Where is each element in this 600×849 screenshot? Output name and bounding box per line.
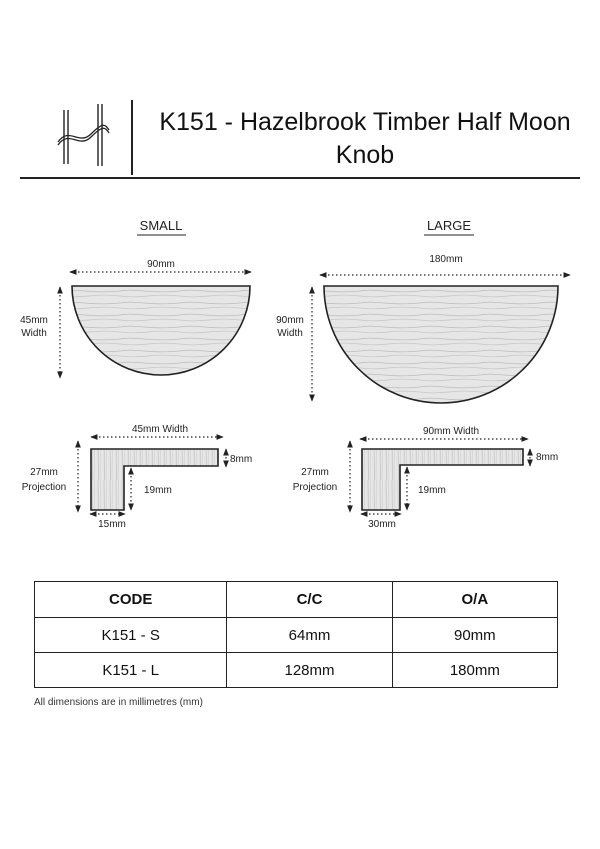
cell-oa: 180mm	[392, 653, 557, 688]
small-projection-label-top: 27mm	[30, 467, 58, 478]
table-row	[35, 618, 558, 653]
page-title: K151 - Hazelbrook Timber Half Moon Knob	[159, 108, 571, 169]
small-heading: SMALL	[139, 218, 183, 233]
dimensions-table	[34, 581, 558, 688]
column-header-cc: C/C	[227, 582, 392, 618]
large-width-label-top: 90mm	[276, 315, 304, 326]
table-header-row	[35, 582, 558, 618]
column-header-oa: O/A	[392, 582, 557, 618]
small-projection-label-bottom: Projection	[21, 482, 67, 493]
large-projection-label-top: 27mm	[301, 467, 329, 478]
cell-code: K151 - S	[35, 618, 227, 653]
column-header-code: CODE	[35, 582, 227, 618]
small-stem-height-label: 19mm	[144, 485, 172, 496]
large-length-label: 180mm	[429, 254, 463, 265]
large-stem-width-label: 30mm	[368, 519, 396, 530]
small-width-label-bottom: Width	[21, 328, 47, 339]
cell-oa: 90mm	[392, 618, 557, 653]
large-projection-label-bottom: Projection	[292, 482, 338, 493]
large-width-label-bottom: Width	[277, 328, 303, 339]
small-half-moon-front	[72, 286, 250, 375]
table-row	[35, 653, 558, 688]
small-profile-width-label: 45mm Width	[131, 424, 189, 435]
large-profile-shape	[362, 449, 523, 510]
cell-code: K151 - L	[35, 653, 227, 688]
large-half-moon-front	[324, 286, 558, 403]
small-thickness-label: 8mm	[230, 454, 253, 465]
small-width-label-top: 45mm	[20, 315, 48, 326]
large-stem-height-label: 19mm	[418, 485, 446, 496]
large-thickness-label: 8mm	[536, 452, 559, 463]
large-heading: LARGE	[426, 218, 472, 233]
large-profile-width-label: 90mm Width	[422, 426, 480, 437]
footnote: All dimensions are in millimetres (mm)	[34, 697, 203, 708]
small-stem-width-label: 15mm	[98, 519, 126, 530]
small-length-label: 90mm	[147, 259, 175, 270]
cell-cc: 128mm	[227, 653, 392, 688]
cell-cc: 64mm	[227, 618, 392, 653]
small-profile-shape	[91, 449, 218, 510]
